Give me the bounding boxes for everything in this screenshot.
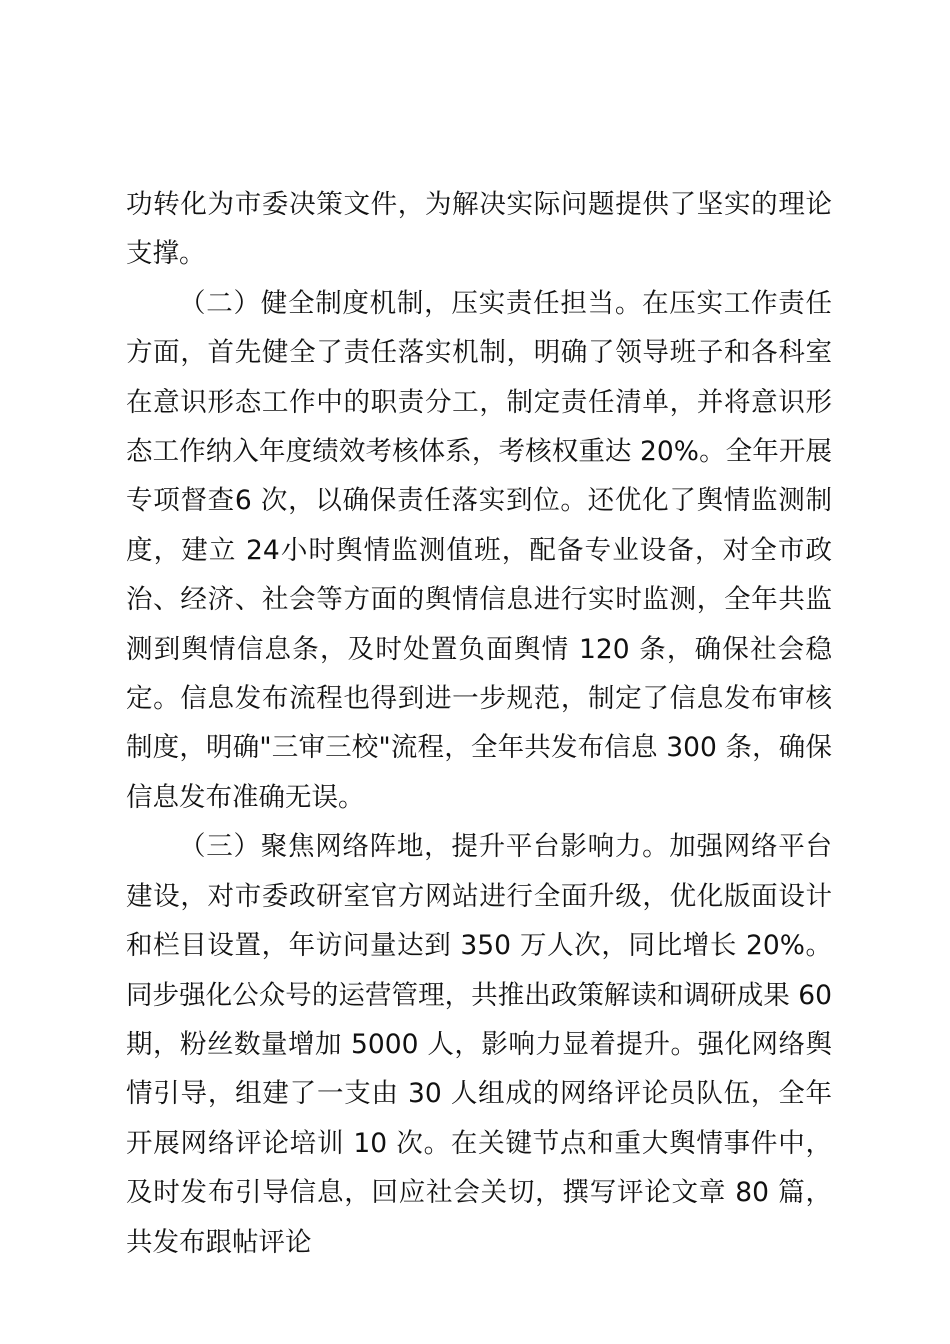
paragraph-section-3: （三）聚焦网络阵地，提升平台影响力。加强网络平台建设，对市委政研室官方网站进行全面升级，优化版面设计和栏目设置，年访问量达到 350 万人次，同比增长 20%。同步强化公众号的运营管理，共推出政策解读和调研成果 60 期，粉丝数量增加 5000 人，影响力显着提升。强化网络舆情引导，组建了一支由 30 人组成的网络评论员队伍，全年开展网络评论培训 10 次。在关键节点和重大舆情事件中，及时发布引导信息，回应社会关切，撰写评论文章 80 篇，共发布跟帖评论 xyxy=(126,831,832,1258)
paragraph-section-2: （二）健全制度机制，压实责任担当。在压实工作责任方面，首先健全了责任落实机制，明确了领导班子和各科室在意识形态工作中的职责分工，制定责任清单，并将意识形态工作纳入年度绩效考核体系，考核权重达 20%。全年开展专项督查6 次，以确保责任落实到位。还优化了舆情监测制度，建立 24小时舆情监测值班，配备专业设备，对全市政治、经济、社会等方面的舆情信息进行实时监测，全年共监测到舆情信息条，及时处置负面舆情 120 条，确保社会稳定。信息发布流程也得到进一步规范，制定了信息发布审核制度，明确"三审三校"流程，全年共发布信息 300 条，确保信息发布准确无误。 xyxy=(126,287,832,813)
paragraph-continuation: 功转化为市委决策文件，为解决实际问题提供了坚实的理论支撑。 xyxy=(126,189,832,270)
document-body xyxy=(126,180,832,1267)
